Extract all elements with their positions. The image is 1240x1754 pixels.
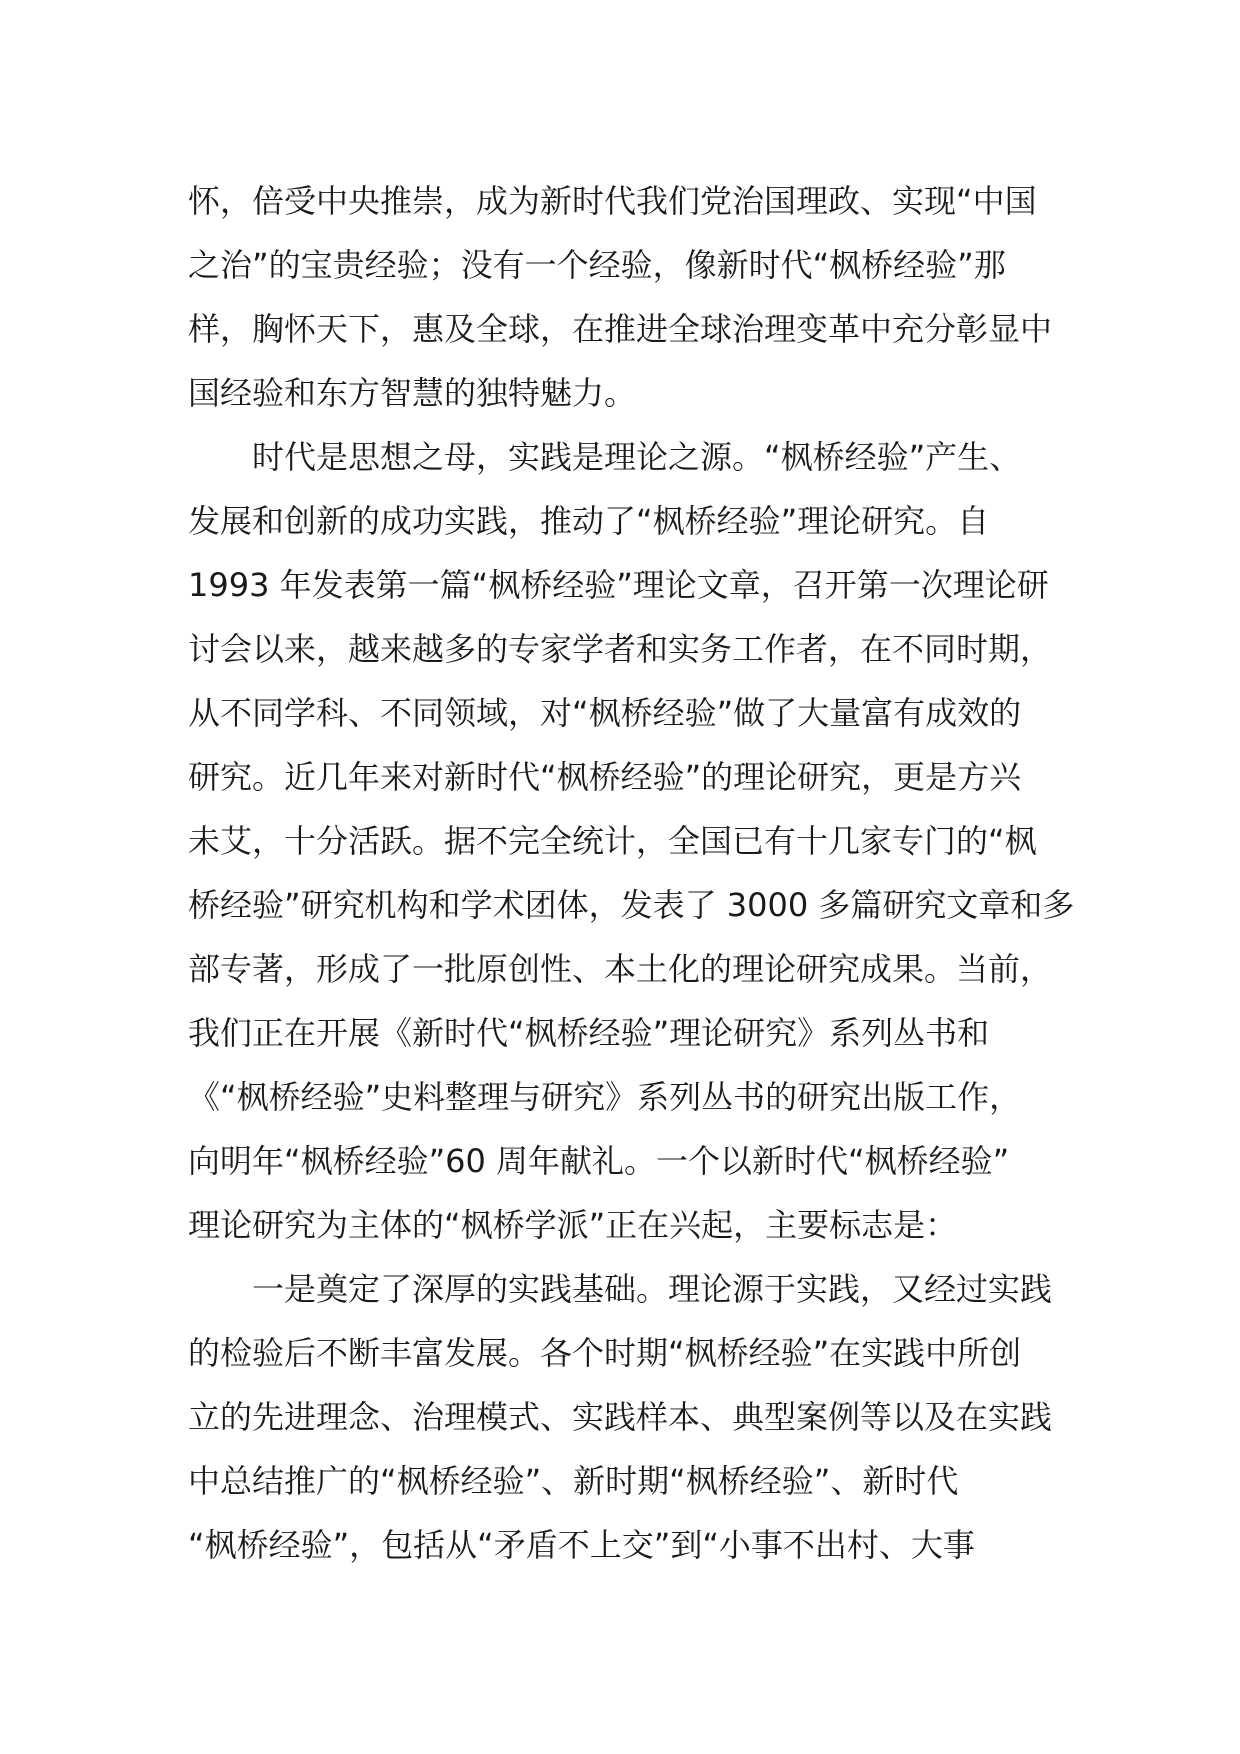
text-line: 理论研究为主体的“枫桥学派”正在兴起，主要标志是： [188,1206,958,1244]
text-line: 的检验后不断丰富发展。各个时期“枫桥经验”在实践中所创 [188,1334,1022,1372]
text-line: 时代是思想之母，实践是理论之源。“枫桥经验”产生、 [188,438,1022,476]
text-line: 从不同学科、不同领域，对“枫桥经验”做了大量富有成效的 [188,694,1022,732]
text-line: 我们正在开展《新时代“枫桥经验”理论研究》系列丛书和 [188,1014,990,1052]
body-text [188,169,1075,1577]
text-line: 1993 年发表第一篇“枫桥经验”理论文章，召开第一次理论研 [188,566,1049,604]
text-line: 中总结推广的“枫桥经验”、新时期“枫桥经验”、新时代 [188,1462,959,1500]
text-line: 一是奠定了深厚的实践基础。理论源于实践，又经过实践 [188,1270,1053,1308]
text-line: 桥经验”研究机构和学术团体，发表了 3000 多篇研究文章和多 [188,886,1075,924]
text-line: 样，胸怀天下，惠及全球，在推进全球治理变革中充分彰显中 [188,310,1053,348]
text-line: 研究。近几年来对新时代“枫桥经验”的理论研究，更是方兴 [188,758,1022,796]
text-line: 部专著，形成了一批原创性、本土化的理论研究成果。当前， [188,950,1053,988]
text-line: 《“枫桥经验”史料整理与研究》系列丛书的研究出版工作， [188,1078,1022,1116]
text-line: 未艾，十分活跃。据不完全统计，全国已有十几家专门的“枫 [188,822,1037,860]
text-line: 讨会以来，越来越多的专家学者和实务工作者，在不同时期， [188,630,1053,668]
text-line: 国经验和东方智慧的独特魅力。 [188,374,637,412]
text-line: 发展和创新的成功实践，推动了“枫桥经验”理论研究。自 [188,502,990,540]
text-line: 怀，倍受中央推崇，成为新时代我们党治国理政、实现“中国 [188,182,1037,220]
text-line: “枫桥经验”，包括从“矛盾不上交”到“小事不出村、大事 [188,1526,975,1564]
text-line: 立的先进理念、治理模式、实践样本、典型案例等以及在实践 [188,1398,1053,1436]
text-line: 向明年“枫桥经验”60 周年献礼。一个以新时代“枫桥经验” [188,1142,1010,1180]
text-line: 之治”的宝贵经验；没有一个经验，像新时代“枫桥经验”那 [188,246,1006,284]
